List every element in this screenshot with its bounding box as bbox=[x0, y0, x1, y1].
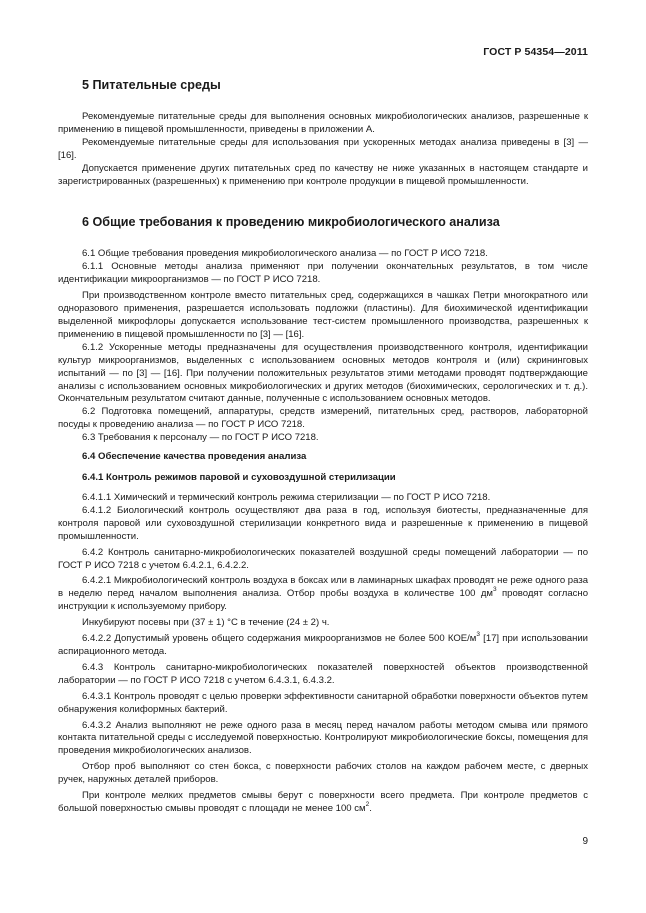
clause-6-4-2-1 bbox=[58, 575, 588, 614]
sampling-note: Отбор проб выполняют со стен бокса, с поверхности рабочих столов на каждом рабочем месте, с дверных ручек, наружных деталей приборов. bbox=[58, 761, 588, 786]
clause-6-4-heading: 6.4 Обеспечение качества проведения анализа bbox=[82, 451, 307, 463]
clause-6-4-1-1: 6.4.1.1 Химический и термический контроль режима стерилизации — по ГОСТ Р ИСО 7218. bbox=[82, 492, 491, 504]
small-objects-end: . bbox=[369, 802, 372, 814]
small-objects-text: При контроле мелких предметов смывы берут с поверхности всего предмета. При контроле предметов с большой поверхностью смывы проводят с площади не менее 100 см bbox=[58, 790, 588, 814]
clause-6-1: 6.1 Общие требования проведения микробиологического анализа — по ГОСТ Р ИСО 7218. bbox=[82, 248, 488, 260]
cubic-superscript: 3 bbox=[492, 586, 497, 594]
section-5-title: 5 Питательные среды bbox=[82, 78, 221, 92]
clause-6-1-2: 6.1.2 Ускоренные методы предназначены для осуществления производственного контроля, идентификации культур микроорганизмов, выделенных с использованием основных методов контроля и (или) скрининговых испытаний — по [3] — [16]. При получении положительных результатов этими методами проводят подтверждающие анализы с использованием основных микробиологических и других методов (биохимических, серологических и т. д.). Окончательным результатом считают данные, полученные с использованием основных методов. bbox=[58, 341, 588, 405]
section-5-paragraph-1: Рекомендуемые питательные среды для выполнения основных микробиологических анализов, разрешенные к применению в пищевой промышленности, приведены в приложении А. bbox=[58, 111, 588, 135]
clause-6-3: 6.3 Требования к персоналу — по ГОСТ Р ИСО 7218. bbox=[82, 432, 319, 444]
clause-6-4-3-2: 6.4.3.2 Анализ выполняют не реже одного раза в месяц перед началом работы методом смыва или прямого контакта питательной среды с исследуемой поверхностью. Контролируют микробиологические боксы, помещения для проведения микробиологических анализов. bbox=[58, 719, 588, 757]
clause-6-4-2-2 bbox=[58, 630, 589, 659]
clause-6-4-2-2-end: [17] при использовании аспирационного метода. bbox=[58, 633, 589, 657]
standard-header: ГОСТ Р 54354—2011 bbox=[483, 46, 588, 58]
square-superscript: 2 bbox=[365, 800, 370, 808]
clause-6-1-1: 6.1.1 Основные методы анализа применяют при получении окончательных результатов, в том числе идентификации микроорганизмов — по ГОСТ Р ИСО 7218. bbox=[58, 261, 588, 286]
clause-6-4-1-2: 6.4.1.2 Биологический контроль осуществляют два раза в год, используя биотесты, предназначенные для контроля паровой или суховоздушной стерилизации конкретного вида и разрешенные к применению в пищевой промышленности. bbox=[58, 504, 588, 542]
clause-6-4-2-1-end: проводят согласно инструкции к используемому прибору. bbox=[58, 588, 589, 613]
clause-6-2: 6.2 Подготовка помещений, аппаратуры, средств измерений, питательных сред, растворов, лабораторной посуды к проведению анализа — по ГОСТ Р ИСО 7218. bbox=[58, 406, 588, 431]
incubation-note: Инкубируют посевы при (37 ± 1) °С в течение (24 ± 2) ч. bbox=[82, 617, 330, 629]
clause-6-4-2-1-text: 6.4.2.1 Микробиологический контроль воздуха в боксах или в ламинарных шкафах проводят не реже одного раза в неделю перед началом выполнения анализа. Отбор пробы воздуха в количестве 100 дм bbox=[58, 575, 588, 600]
section-5-paragraph-3: Допускается применение других питательных сред по качеству не ниже указанных в настоящем стандарте и зарегистрированных (разрешенных) к применению при контроле продукции в пищевой промышленности. bbox=[58, 162, 588, 187]
clause-6-4-2-2-text: 6.4.2.2 Допустимый уровень общего содержания микроорганизмов не более 500 КОЕ/м bbox=[82, 633, 477, 645]
clause-6-4-3: 6.4.3 Контроль санитарно-микробиологических показателей поверхностей объектов производственной лаборатории — по ГОСТ Р ИСО 7218 с учетом 6.4.3.1, 6.4.3.2. bbox=[58, 661, 588, 686]
clause-6-1-1-production-control: При производственном контроле вместо питательных сред, содержащихся в чашках Петри многократного или одноразового применения, разрешается использовать подложки (пластины). Для биохимической идентификации выделенной микрофлоры допускается использование тест-систем промышленного производства, разрешенных к применению в пищевой промышленности по [3] — [16]. bbox=[58, 290, 588, 340]
section-5-paragraph-2: Рекомендуемые питательные среды для использования при ускоренных методах анализа приведены в [3] — [16]. bbox=[58, 136, 588, 161]
small-objects-note bbox=[58, 790, 588, 816]
clause-6-4-2: 6.4.2 Контроль санитарно-микробиологических показателей воздушной среды помещений лаборатории — по ГОСТ Р ИСО 7218 с учетом 6.4.2.1, 6.4.2.2. bbox=[58, 546, 588, 571]
clause-6-4-3-1: 6.4.3.1 Контроль проводят с целью проверки эффективности санитарной обработки поверхности объектов путем обнаружения колиформных бактерий. bbox=[58, 690, 588, 715]
cubic-superscript: 3 bbox=[476, 630, 480, 638]
page-content bbox=[58, 77, 588, 816]
section-6-title: 6 Общие требования к проведению микробиологического анализа bbox=[82, 215, 500, 230]
page-number: 9 bbox=[582, 836, 588, 847]
clause-6-4-1-heading: 6.4.1 Контроль режимов паровой и суховоздушной стерилизации bbox=[82, 472, 396, 484]
